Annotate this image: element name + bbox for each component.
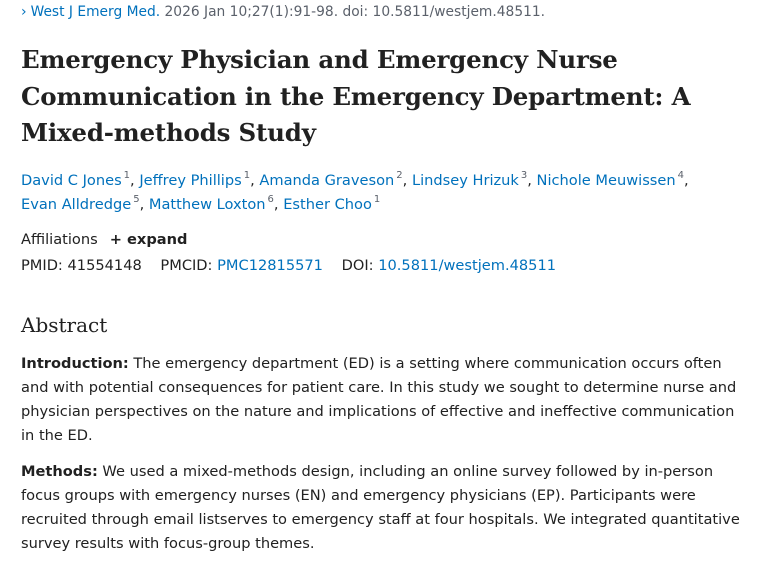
affiliation-number[interactable]: 4 bbox=[677, 170, 685, 181]
journal-link[interactable]: West J Emerg Med. bbox=[30, 4, 161, 20]
affiliation-number[interactable]: 2 bbox=[396, 170, 403, 181]
affiliation-number[interactable]: 1 bbox=[373, 194, 381, 205]
abstract-introduction bbox=[21, 352, 743, 448]
citation-line bbox=[21, 4, 545, 20]
pmid-value: 41554148 bbox=[67, 257, 142, 274]
author-link[interactable]: Nichole Meuwissen bbox=[536, 172, 676, 189]
section-text: We used a mixed-methods design, including an online survey followed by in-person focus groups with emergency nurses (EN) and emergency physicians (EP). Participants were recruited through email listserves to emergency staff at four hospitals. We integrated quantitative survey results with focus-group themes. bbox=[21, 463, 740, 552]
affiliations-row bbox=[21, 231, 187, 248]
section-label: Introduction: bbox=[21, 355, 129, 372]
author-link[interactable]: Amanda Graveson bbox=[259, 172, 395, 189]
pmid-label: PMID: bbox=[21, 257, 63, 274]
doi-label: DOI: bbox=[341, 257, 374, 274]
author-link[interactable]: Esther Choo bbox=[283, 196, 372, 213]
section-label: Methods: bbox=[21, 463, 98, 480]
citation-details: 2026 Jan 10;27(1):91-98. doi: 10.5811/westjem.48511. bbox=[160, 4, 546, 20]
affiliations-label: Affiliations bbox=[21, 231, 98, 248]
author-list: David C Jones $^1$, Jeffrey Phillips $^1$, Amanda Graveson $^2$, Lindsey Hrizuk $^3$, Nichole Meuwissen $^4$, Evan Alldredge $^5$, Matthew Loxton $^6$, Esther Choo $^1$ bbox=[21, 170, 689, 213]
affiliation-number[interactable]: 1 bbox=[243, 170, 251, 181]
chevron-right-icon[interactable]: › bbox=[21, 4, 27, 20]
pmcid-link[interactable]: PMC12815571 bbox=[217, 257, 323, 274]
abstract-methods bbox=[21, 460, 743, 556]
pmcid-label: PMCID: bbox=[160, 257, 213, 274]
affiliation-number[interactable]: 1 bbox=[123, 170, 131, 181]
affiliation-number[interactable]: 6 bbox=[267, 194, 274, 205]
author-link[interactable]: David C Jones bbox=[21, 172, 122, 189]
author-link[interactable]: Jeffrey Phillips bbox=[139, 172, 242, 189]
affiliation-number[interactable]: 3 bbox=[520, 170, 528, 181]
author-link[interactable]: Matthew Loxton bbox=[148, 196, 266, 213]
author-link[interactable]: Evan Alldredge bbox=[21, 196, 132, 213]
doi-link[interactable]: 10.5811/westjem.48511 bbox=[378, 257, 557, 274]
section-text: The emergency department (ED) is a setting where communication occurs often and with potential consequences for patient care. In this study we sought to determine nurse and physician perspectives on the nature and implications of effective and ineffective communication in the ED. bbox=[21, 355, 737, 444]
author-link[interactable]: Lindsey Hrizuk bbox=[411, 172, 519, 189]
expand-affiliations-button[interactable]: + expand bbox=[109, 231, 188, 248]
article-title: Emergency Physician and Emergency Nurse Communication in the Emergency Department: A Mixed-methods Study bbox=[21, 45, 691, 147]
abstract-heading: Abstract bbox=[21, 313, 108, 337]
affiliation-number[interactable]: 5 bbox=[133, 194, 140, 205]
identifiers-row bbox=[21, 257, 556, 274]
